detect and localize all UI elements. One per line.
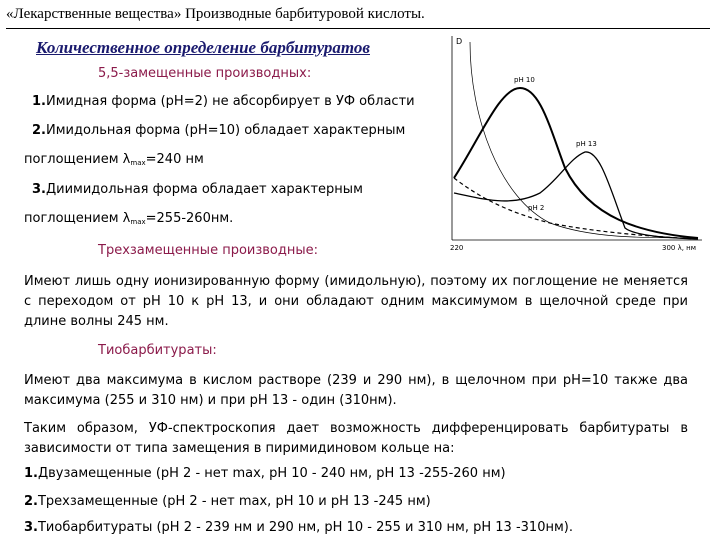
y-axis-label: D bbox=[456, 37, 463, 46]
item-number: 2. bbox=[24, 494, 38, 509]
conclusion-item-2 bbox=[24, 494, 431, 509]
paragraph-thiobarbiturates: Имеют два максимума в кислом растворе (239 и 290 нм), в щелочном при рН=10 также два максимума (255 и 310 нм) и при рН 13 - один (310нм). bbox=[24, 373, 688, 408]
curve-label-ph13: рН 13 bbox=[576, 140, 597, 148]
x-tick-220: 220 bbox=[450, 244, 464, 252]
lambda-text: поглощением λ bbox=[24, 152, 131, 167]
lambda-value: =240 нм bbox=[145, 152, 204, 167]
item-text: Имидная форма (рН=2) не абсорбирует в УФ области bbox=[45, 94, 415, 109]
list-item-continuation bbox=[24, 152, 204, 167]
item-number: 1. bbox=[32, 94, 46, 109]
item-text: Тиобарбитураты (рН 2 - 239 нм и 290 нм, рН 10 - 255 и 310 нм, рН 13 -310нм). bbox=[37, 520, 573, 535]
lambda-value: =255-260нм. bbox=[145, 211, 234, 226]
slide-subtitle: Количественное определение барбитуратов bbox=[36, 38, 370, 57]
x-tick-300: 300 λ, нм bbox=[662, 244, 697, 252]
uv-spectrum-figure bbox=[440, 28, 710, 252]
conclusion-item-3 bbox=[24, 520, 573, 535]
curve-label-ph2: рН 2 bbox=[528, 204, 545, 212]
item-number: 3. bbox=[24, 520, 38, 535]
spectrum-curve-ph13 bbox=[454, 152, 698, 239]
paragraph-conclusion: Таким образом, УФ-спектроскопия дает возможность дифференцировать барбитураты в зависимости от типа замещения в пиримидиновом кольце на: bbox=[24, 421, 688, 456]
paragraph-trisubstituted: Имеют лишь одну ионизированную форму (имидольную), поэтому их поглощение не меняется с переходом от рН 10 к рН 13, и они обладают одним максимумом в щелочной среде при длине волны 245 нм. bbox=[24, 274, 688, 329]
max-subscript: max bbox=[130, 159, 146, 167]
list-item bbox=[32, 94, 415, 109]
curve-label-ph10: рН 10 bbox=[514, 76, 535, 84]
section-heading-disubstituted: 5,5-замещенные производных: bbox=[98, 66, 312, 81]
item-number: 3. bbox=[32, 182, 46, 197]
list-item bbox=[32, 182, 363, 197]
lambda-text: поглощением λ bbox=[24, 211, 131, 226]
item-text: Трехзамещенные (рН 2 - нет max, рН 10 и рН 13 -245 нм) bbox=[37, 494, 431, 509]
list-item-continuation bbox=[24, 211, 233, 226]
item-text: Диимидольная форма обладает характерным bbox=[45, 182, 363, 197]
item-text: Двузамещенные (рН 2 - нет max, рН 10 - 240 нм, рН 13 -255-260 нм) bbox=[37, 466, 506, 481]
spectrum-curve-ph10 bbox=[454, 88, 698, 238]
max-subscript: max bbox=[130, 218, 146, 226]
page-header: «Лекарственные вещества» Производные барбитуровой кислоты. bbox=[6, 6, 425, 22]
conclusion-item-1 bbox=[24, 466, 506, 481]
section-heading-trisubstituted: Трехзамещенные производные: bbox=[98, 243, 319, 258]
section-heading-thiobarbiturates: Тиобарбитураты: bbox=[98, 343, 217, 358]
list-item bbox=[32, 123, 405, 138]
item-number: 2. bbox=[32, 123, 46, 138]
item-text: Имидольная форма (рН=10) обладает характерным bbox=[45, 123, 406, 138]
item-number: 1. bbox=[24, 466, 38, 481]
